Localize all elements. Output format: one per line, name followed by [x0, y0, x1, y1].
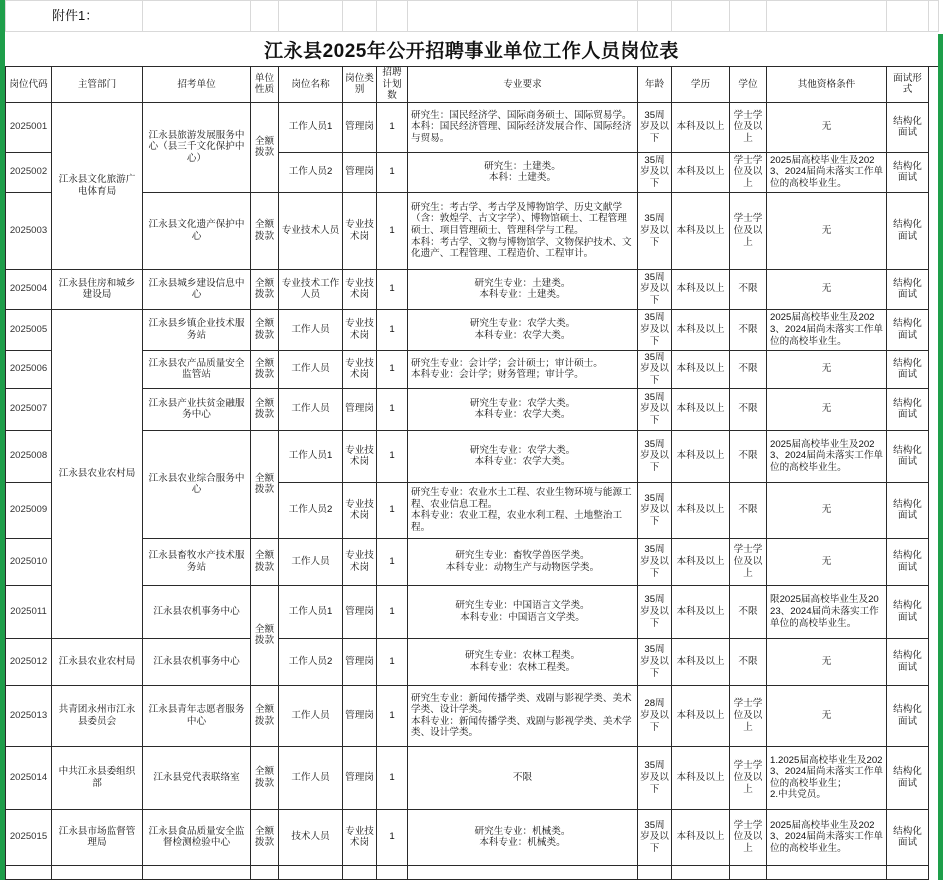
empty-cell	[730, 1, 767, 32]
degree-cell[interactable]: 不限	[730, 350, 767, 388]
interview-format-cell[interactable]: 结构化面试	[887, 585, 929, 638]
dept-cell[interactable]: 江永县文化旅游广电体育局	[52, 102, 143, 269]
education-cell[interactable]: 本科及以上	[672, 388, 730, 430]
post-category-cell[interactable]: 专业技术岗	[343, 430, 377, 482]
header-other[interactable]: 其他资格条件	[767, 67, 887, 103]
other-condition-line: 无	[821, 283, 832, 295]
major-requirement-cell[interactable]	[408, 482, 638, 538]
age-cell[interactable]: 35周岁及以下	[638, 350, 672, 388]
interview-format-cell[interactable]: 结构化面试	[887, 685, 929, 746]
table-row	[6, 538, 929, 585]
other-condition-line: 无	[821, 655, 832, 667]
other-conditions-cell[interactable]	[767, 538, 887, 585]
other-conditions-cell[interactable]	[767, 430, 887, 482]
interview-format-cell[interactable]: 结构化面试	[887, 269, 929, 309]
other-conditions-cell[interactable]	[767, 152, 887, 192]
post-code-cell[interactable]: 2025011	[6, 585, 52, 638]
dept-cell[interactable]: 江永县农业农村局	[52, 309, 143, 638]
post-category-cell[interactable]: 专业技术岗	[343, 309, 377, 350]
post-name-cell[interactable]: 工作人员1	[279, 585, 343, 638]
interview-format-cell[interactable]: 结构化面试	[887, 482, 929, 538]
plan-count-cell[interactable]: 1	[377, 388, 408, 430]
education-cell[interactable]: 本科及以上	[672, 269, 730, 309]
age-cell[interactable]: 35周岁及以下	[638, 430, 672, 482]
recruitment-table	[5, 66, 929, 880]
major-requirement-cell[interactable]	[408, 746, 638, 809]
degree-cell[interactable]: 不限	[730, 269, 767, 309]
post-name-cell[interactable]: 工作人员	[279, 538, 343, 585]
major-requirement-line: 研究生专业：农林工程类。	[464, 650, 581, 662]
table-row	[6, 585, 929, 638]
post-code-cell[interactable]: 2025013	[6, 685, 52, 746]
education-cell[interactable]: 本科及以上	[672, 585, 730, 638]
major-requirement-cell[interactable]	[408, 152, 638, 192]
major-requirement-cell[interactable]	[408, 269, 638, 309]
empty-cell[interactable]	[6, 865, 52, 879]
major-requirement-cell[interactable]	[408, 388, 638, 430]
post-code-cell[interactable]: 2025012	[6, 638, 52, 685]
header-category[interactable]: 岗位类别	[343, 67, 377, 103]
post-name-cell[interactable]: 工作人员	[279, 746, 343, 809]
empty-cell[interactable]	[730, 865, 767, 879]
age-cell[interactable]: 35周岁及以下	[638, 309, 672, 350]
post-name-cell[interactable]: 工作人员	[279, 388, 343, 430]
nature-cell[interactable]: 全额拨款	[251, 269, 279, 309]
interview-format-cell[interactable]: 结构化面试	[887, 746, 929, 809]
other-condition-line: 2025届高校毕业生及2023、2024届尚未落实工作单位的高校毕业生。	[770, 438, 884, 474]
other-conditions-cell[interactable]	[767, 350, 887, 388]
major-requirement-line: 本科专业：动物生产与动物医学类。	[445, 561, 600, 573]
age-cell[interactable]: 35周岁及以下	[638, 809, 672, 865]
post-category-cell[interactable]: 管理岗	[343, 152, 377, 192]
plan-count-cell[interactable]: 1	[377, 809, 408, 865]
header-exam[interactable]: 面试形式	[887, 67, 929, 103]
empty-cell	[929, 1, 939, 32]
age-cell[interactable]: 35周岁及以下	[638, 746, 672, 809]
major-requirement-cell[interactable]	[408, 585, 638, 638]
post-code-cell[interactable]: 2025014	[6, 746, 52, 809]
plan-count-cell[interactable]: 1	[377, 102, 408, 152]
age-cell[interactable]: 35周岁及以下	[638, 538, 672, 585]
nature-cell[interactable]: 全额拨款	[251, 809, 279, 865]
plan-count-cell[interactable]: 1	[377, 152, 408, 192]
other-conditions-cell[interactable]	[767, 638, 887, 685]
unit-cell[interactable]: 江永县畜牧水产技术服务站	[143, 538, 251, 585]
major-requirement-line: 本科专业：新闻传播学类、戏剧与影视学类、美术学类、设计学类。	[411, 715, 632, 739]
major-requirement-line: 研究生：土建类。	[484, 160, 561, 172]
unit-cell[interactable]: 江永县农业综合服务中心	[143, 430, 251, 538]
interview-format-cell[interactable]: 结构化面试	[887, 809, 929, 865]
post-category-cell[interactable]: 管理岗	[343, 685, 377, 746]
degree-cell[interactable]: 学士学位及以上	[730, 746, 767, 809]
table-row	[6, 430, 929, 482]
other-conditions-cell[interactable]	[767, 309, 887, 350]
major-requirement-line: 研究生专业：会计学；会计硕士；审计硕士。	[411, 357, 603, 369]
other-condition-line: 无	[821, 709, 832, 721]
post-code-cell[interactable]: 2025001	[6, 102, 52, 152]
major-requirement-line: 本科专业：农林工程类。	[469, 661, 576, 673]
post-category-cell[interactable]: 专业技术岗	[343, 482, 377, 538]
post-category-cell[interactable]: 管理岗	[343, 585, 377, 638]
nature-cell[interactable]: 全额拨款	[251, 309, 279, 350]
other-conditions-cell[interactable]	[767, 482, 887, 538]
post-name-cell[interactable]: 技术人员	[279, 809, 343, 865]
empty-cell[interactable]	[408, 865, 638, 879]
degree-cell[interactable]: 不限	[730, 430, 767, 482]
post-name-cell[interactable]: 专业技术工作人员	[279, 269, 343, 309]
unit-cell[interactable]: 江永县旅游发展服务中心（县三千文化保护中心）	[143, 102, 251, 192]
attachment-label: 附件1：	[6, 1, 143, 32]
major-requirement-cell[interactable]	[408, 538, 638, 585]
education-cell[interactable]: 本科及以上	[672, 192, 730, 269]
major-requirement-line: 本科专业：机械类。	[479, 837, 566, 849]
post-category-cell[interactable]: 专业技术岗	[343, 538, 377, 585]
major-requirement-line: 研究生：国民经济学、国际商务硕士、国际贸易学。	[411, 109, 632, 121]
major-requirement-line: 不限	[512, 771, 533, 783]
other-condition-line: 无	[821, 363, 832, 375]
empty-cell[interactable]	[767, 865, 887, 879]
post-name-cell[interactable]: 工作人员1	[279, 430, 343, 482]
empty-cell[interactable]	[251, 865, 279, 879]
post-category-cell[interactable]: 管理岗	[343, 638, 377, 685]
post-name-cell[interactable]: 工作人员	[279, 350, 343, 388]
empty-cell	[887, 1, 929, 32]
table-row	[6, 350, 929, 388]
empty-cell	[638, 1, 672, 32]
interview-format-cell[interactable]: 结构化面试	[887, 192, 929, 269]
other-conditions-cell[interactable]	[767, 746, 887, 809]
table-row	[6, 809, 929, 865]
education-cell[interactable]: 本科及以上	[672, 482, 730, 538]
other-condition-line: 无	[821, 121, 832, 133]
interview-format-cell[interactable]: 结构化面试	[887, 388, 929, 430]
major-requirement-line: 研究生专业：农业水土工程、农业生物环境与能源工程、农业信息工程。	[411, 487, 632, 510]
dept-cell[interactable]: 共青团永州市江永县委员会	[52, 685, 143, 746]
header-unit[interactable]: 招考单位	[143, 67, 251, 103]
post-category-cell[interactable]: 专业技术岗	[343, 192, 377, 269]
education-cell[interactable]: 本科及以上	[672, 430, 730, 482]
header-major[interactable]: 专业要求	[408, 67, 638, 103]
post-code-cell[interactable]: 2025004	[6, 269, 52, 309]
unit-cell[interactable]: 江永县城乡建设信息中心	[143, 269, 251, 309]
other-condition-line: 无	[821, 403, 832, 415]
table-row	[6, 746, 929, 809]
major-requirement-cell[interactable]	[408, 309, 638, 350]
major-requirement-line: 本科专业：土建类。	[479, 289, 566, 301]
age-cell[interactable]: 35周岁及以下	[638, 585, 672, 638]
major-requirement-line: 研究生专业：中国语言文学类。	[455, 600, 590, 612]
education-cell[interactable]: 本科及以上	[672, 350, 730, 388]
degree-cell[interactable]: 学士学位及以上	[730, 102, 767, 152]
header-edu[interactable]: 学历	[672, 67, 730, 103]
post-name-cell[interactable]: 专业技术人员	[279, 192, 343, 269]
major-requirement-line: 本科专业：会计学；财务管理；审计学。	[411, 369, 584, 381]
header-plan[interactable]: 招聘计划数	[377, 67, 408, 103]
other-conditions-cell[interactable]	[767, 192, 887, 269]
degree-cell[interactable]: 不限	[730, 388, 767, 430]
other-condition-line: 2025届高校毕业生及2023、2024届尚未落实工作单位的高校毕业生。	[770, 312, 884, 347]
major-requirement-line: 本科专业：农学大类。	[474, 409, 571, 421]
post-name-cell[interactable]: 工作人员1	[279, 102, 343, 152]
unit-cell[interactable]: 江永县青年志愿者服务中心	[143, 685, 251, 746]
major-requirement-cell[interactable]	[408, 102, 638, 152]
post-name-cell[interactable]: 工作人员2	[279, 638, 343, 685]
other-conditions-cell[interactable]	[767, 388, 887, 430]
empty-cell	[408, 1, 638, 32]
other-condition-line: 限2025届高校毕业生及2023、2024届尚未落实工作单位的高校毕业生。	[770, 594, 879, 629]
unit-cell[interactable]: 江永县农机事务中心	[143, 638, 251, 685]
other-conditions-cell[interactable]	[767, 809, 887, 865]
age-cell[interactable]: 35周岁及以下	[638, 388, 672, 430]
post-name-cell[interactable]: 工作人员2	[279, 482, 343, 538]
education-cell[interactable]: 本科及以上	[672, 102, 730, 152]
post-name-cell[interactable]: 工作人员	[279, 309, 343, 350]
post-category-cell[interactable]: 专业技术岗	[343, 350, 377, 388]
major-requirement-cell[interactable]	[408, 350, 638, 388]
plan-count-cell[interactable]: 1	[377, 685, 408, 746]
plan-count-cell[interactable]: 1	[377, 192, 408, 269]
table-row	[6, 685, 929, 746]
table-header-row	[6, 67, 929, 103]
nature-cell[interactable]: 全额拨款	[251, 388, 279, 430]
major-requirement-line: 本科专业：农业工程，农业水利工程、土地整治工程。	[411, 510, 623, 533]
nature-cell[interactable]: 全额拨款	[251, 430, 279, 538]
empty-cell	[672, 1, 730, 32]
major-requirement-line: 研究生：考古学、考古学及博物馆学、历史文献学（含：敦煌学、古文字学）、博物馆硕士、工程管理硕士、项目管理硕士、管理科学与工程。	[411, 201, 627, 236]
interview-format-cell[interactable]: 结构化面试	[887, 309, 929, 350]
post-name-cell[interactable]: 工作人员	[279, 685, 343, 746]
plan-count-cell[interactable]: 1	[377, 585, 408, 638]
age-cell[interactable]: 28周岁及以下	[638, 685, 672, 746]
plan-count-cell[interactable]: 1	[377, 269, 408, 309]
plan-count-cell[interactable]: 1	[377, 538, 408, 585]
major-requirement-line: 本科：国民经济管理、国际经济发展合作、国际经济与贸易。	[411, 121, 632, 145]
empty-cell[interactable]	[638, 865, 672, 879]
dept-cell[interactable]: 江永县农业农村局	[52, 638, 143, 685]
unit-cell[interactable]: 江永县党代表联络室	[143, 746, 251, 809]
interview-format-cell[interactable]: 结构化面试	[887, 152, 929, 192]
table-row	[6, 309, 929, 350]
other-condition-line: 2025届高校毕业生及2023、2024届尚未落实工作单位的高校毕业生。	[770, 819, 884, 855]
age-cell[interactable]: 35周岁及以下	[638, 638, 672, 685]
age-cell[interactable]: 35周岁及以下	[638, 482, 672, 538]
nature-cell[interactable]: 全额拨款	[251, 192, 279, 269]
major-requirement-cell[interactable]	[408, 638, 638, 685]
unit-cell[interactable]: 江永县乡镇企业技术服务站	[143, 309, 251, 350]
dept-cell[interactable]: 中共江永县委组织部	[52, 746, 143, 809]
degree-cell[interactable]: 学士学位及以上	[730, 192, 767, 269]
education-cell[interactable]: 本科及以上	[672, 746, 730, 809]
dept-cell[interactable]: 江永县住房和城乡建设局	[52, 269, 143, 309]
post-code-cell[interactable]: 2025002	[6, 152, 52, 192]
major-requirement-line: 研究生专业：新闻传播学类、戏剧与影视学类、美术学类、设计学类。	[411, 692, 632, 716]
post-code-cell[interactable]: 2025015	[6, 809, 52, 865]
cell-selection-border-right	[938, 34, 943, 880]
major-requirement-line: 本科专业：农学大类。	[474, 329, 571, 341]
empty-cell[interactable]	[377, 865, 408, 879]
degree-cell[interactable]: 学士学位及以上	[730, 685, 767, 746]
empty-cell	[251, 1, 279, 32]
post-code-cell[interactable]: 2025003	[6, 192, 52, 269]
empty-cell	[767, 1, 887, 32]
major-requirement-line: 研究生专业：畜牧学兽医学类。	[455, 550, 590, 562]
table-row	[6, 638, 929, 685]
table-row	[6, 102, 929, 152]
empty-cell	[377, 1, 408, 32]
degree-cell[interactable]: 不限	[730, 309, 767, 350]
education-cell[interactable]: 本科及以上	[672, 152, 730, 192]
post-category-cell[interactable]: 管理岗	[343, 388, 377, 430]
unit-cell[interactable]: 江永县农机事务中心	[143, 585, 251, 638]
table-row-partial	[6, 865, 929, 879]
education-cell[interactable]: 本科及以上	[672, 538, 730, 585]
age-cell[interactable]: 35周岁及以下	[638, 152, 672, 192]
major-requirement-cell[interactable]	[408, 685, 638, 746]
unit-cell[interactable]: 江永县农产品质量安全监管站	[143, 350, 251, 388]
other-condition-line: 2.中共党员。	[770, 789, 826, 801]
nature-cell[interactable]: 全额拨款	[251, 746, 279, 809]
major-requirement-line: 本科：土建类。	[488, 172, 557, 184]
header-degree[interactable]: 学位	[730, 67, 767, 103]
plan-count-cell[interactable]: 1	[377, 638, 408, 685]
other-conditions-cell[interactable]	[767, 269, 887, 309]
post-category-cell[interactable]: 专业技术岗	[343, 269, 377, 309]
header-dept[interactable]: 主管部门	[52, 67, 143, 103]
plan-count-cell[interactable]: 1	[377, 430, 408, 482]
empty-cell[interactable]	[887, 865, 929, 879]
post-code-cell[interactable]: 2025006	[6, 350, 52, 388]
interview-format-cell[interactable]: 结构化面试	[887, 430, 929, 482]
interview-format-cell[interactable]: 结构化面试	[887, 102, 929, 152]
other-condition-line: 无	[821, 224, 832, 236]
empty-cell[interactable]	[143, 865, 251, 879]
major-requirement-cell[interactable]	[408, 430, 638, 482]
other-conditions-cell[interactable]	[767, 102, 887, 152]
major-requirement-line: 本科专业：农学大类。	[474, 456, 571, 468]
nature-cell[interactable]: 全额拨款	[251, 685, 279, 746]
empty-cell[interactable]	[52, 865, 143, 879]
major-requirement-line: 本科专业：中国语言文学类。	[460, 611, 585, 623]
empty-cell	[279, 1, 343, 32]
nature-cell[interactable]: 全额拨款	[251, 585, 279, 685]
major-requirement-line: 研究生专业：机械类。	[474, 825, 571, 837]
empty-cell[interactable]	[672, 865, 730, 879]
empty-cell	[143, 1, 251, 32]
major-requirement-line: 研究生专业：农学大类。	[469, 444, 576, 456]
degree-cell[interactable]: 不限	[730, 585, 767, 638]
post-code-cell[interactable]: 2025009	[6, 482, 52, 538]
degree-cell[interactable]: 学士学位及以上	[730, 152, 767, 192]
unit-cell[interactable]: 江永县食品质量安全监督检测检验中心	[143, 809, 251, 865]
major-requirement-line: 研究生专业：农学大类。	[469, 318, 576, 330]
education-cell[interactable]: 本科及以上	[672, 685, 730, 746]
degree-cell[interactable]: 不限	[730, 638, 767, 685]
other-condition-line: 2025届高校毕业生及2023、2024届尚未落实工作单位的高校毕业生。	[770, 154, 884, 190]
post-name-cell[interactable]: 工作人员2	[279, 152, 343, 192]
plan-count-cell[interactable]: 1	[377, 482, 408, 538]
other-condition-line: 无	[821, 555, 832, 567]
interview-format-cell[interactable]: 结构化面试	[887, 638, 929, 685]
major-requirement-cell[interactable]	[408, 809, 638, 865]
table-row	[6, 269, 929, 309]
table-row	[6, 192, 929, 269]
interview-format-cell[interactable]: 结构化面试	[887, 538, 929, 585]
empty-cell	[343, 1, 377, 32]
attachment-row	[5, 0, 939, 32]
education-cell[interactable]: 本科及以上	[672, 809, 730, 865]
empty-cell[interactable]	[279, 865, 343, 879]
nature-cell[interactable]: 全额拨款	[251, 538, 279, 585]
interview-format-cell[interactable]: 结构化面试	[887, 350, 929, 388]
major-requirement-line: 研究生专业：农学大类。	[469, 397, 576, 409]
page-title: 江永县2025年公开招聘事业单位工作人员岗位表	[5, 33, 938, 67]
unit-cell[interactable]: 江永县产业扶贫金融服务中心	[143, 388, 251, 430]
post-code-cell[interactable]: 2025005	[6, 309, 52, 350]
age-cell[interactable]: 35周岁及以下	[638, 102, 672, 152]
post-code-cell[interactable]: 2025010	[6, 538, 52, 585]
post-category-cell[interactable]: 管理岗	[343, 746, 377, 809]
age-cell[interactable]: 35周岁及以下	[638, 192, 672, 269]
table-row	[6, 388, 929, 430]
post-code-cell[interactable]: 2025008	[6, 430, 52, 482]
plan-count-cell[interactable]: 1	[377, 309, 408, 350]
degree-cell[interactable]: 不限	[730, 482, 767, 538]
post-category-cell[interactable]: 管理岗	[343, 102, 377, 152]
other-conditions-cell[interactable]	[767, 585, 887, 638]
major-requirement-line: 研究生专业：土建类。	[474, 277, 571, 289]
post-category-cell[interactable]: 专业技术岗	[343, 809, 377, 865]
header-post[interactable]: 岗位名称	[279, 67, 343, 103]
header-nature[interactable]: 单位性质	[251, 67, 279, 103]
plan-count-cell[interactable]: 1	[377, 746, 408, 809]
header-age[interactable]: 年龄	[638, 67, 672, 103]
major-requirement-cell[interactable]	[408, 192, 638, 269]
major-requirement-line: 本科：考古学、文物与博物馆学、文物保护技术、文化遗产、工程管理、工程造价、工程审计。	[411, 236, 632, 260]
degree-cell[interactable]: 学士学位及以上	[730, 809, 767, 865]
education-cell[interactable]: 本科及以上	[672, 638, 730, 685]
dept-cell[interactable]: 江永县市场监督管理局	[52, 809, 143, 865]
plan-count-cell[interactable]: 1	[377, 350, 408, 388]
other-conditions-cell[interactable]	[767, 685, 887, 746]
unit-cell[interactable]: 江永县文化遗产保护中心	[143, 192, 251, 269]
other-condition-line: 1.2025届高校毕业生及2023、2024届尚未落实工作单位的高校毕业生；	[770, 754, 884, 789]
nature-cell[interactable]: 全额拨款	[251, 350, 279, 388]
other-condition-line: 无	[821, 504, 832, 516]
empty-cell[interactable]	[343, 865, 377, 879]
education-cell[interactable]: 本科及以上	[672, 309, 730, 350]
nature-cell[interactable]: 全额拨款	[251, 102, 279, 192]
degree-cell[interactable]: 学士学位及以上	[730, 538, 767, 585]
post-code-cell[interactable]: 2025007	[6, 388, 52, 430]
age-cell[interactable]: 35周岁及以下	[638, 269, 672, 309]
header-code[interactable]: 岗位代码	[6, 67, 52, 103]
